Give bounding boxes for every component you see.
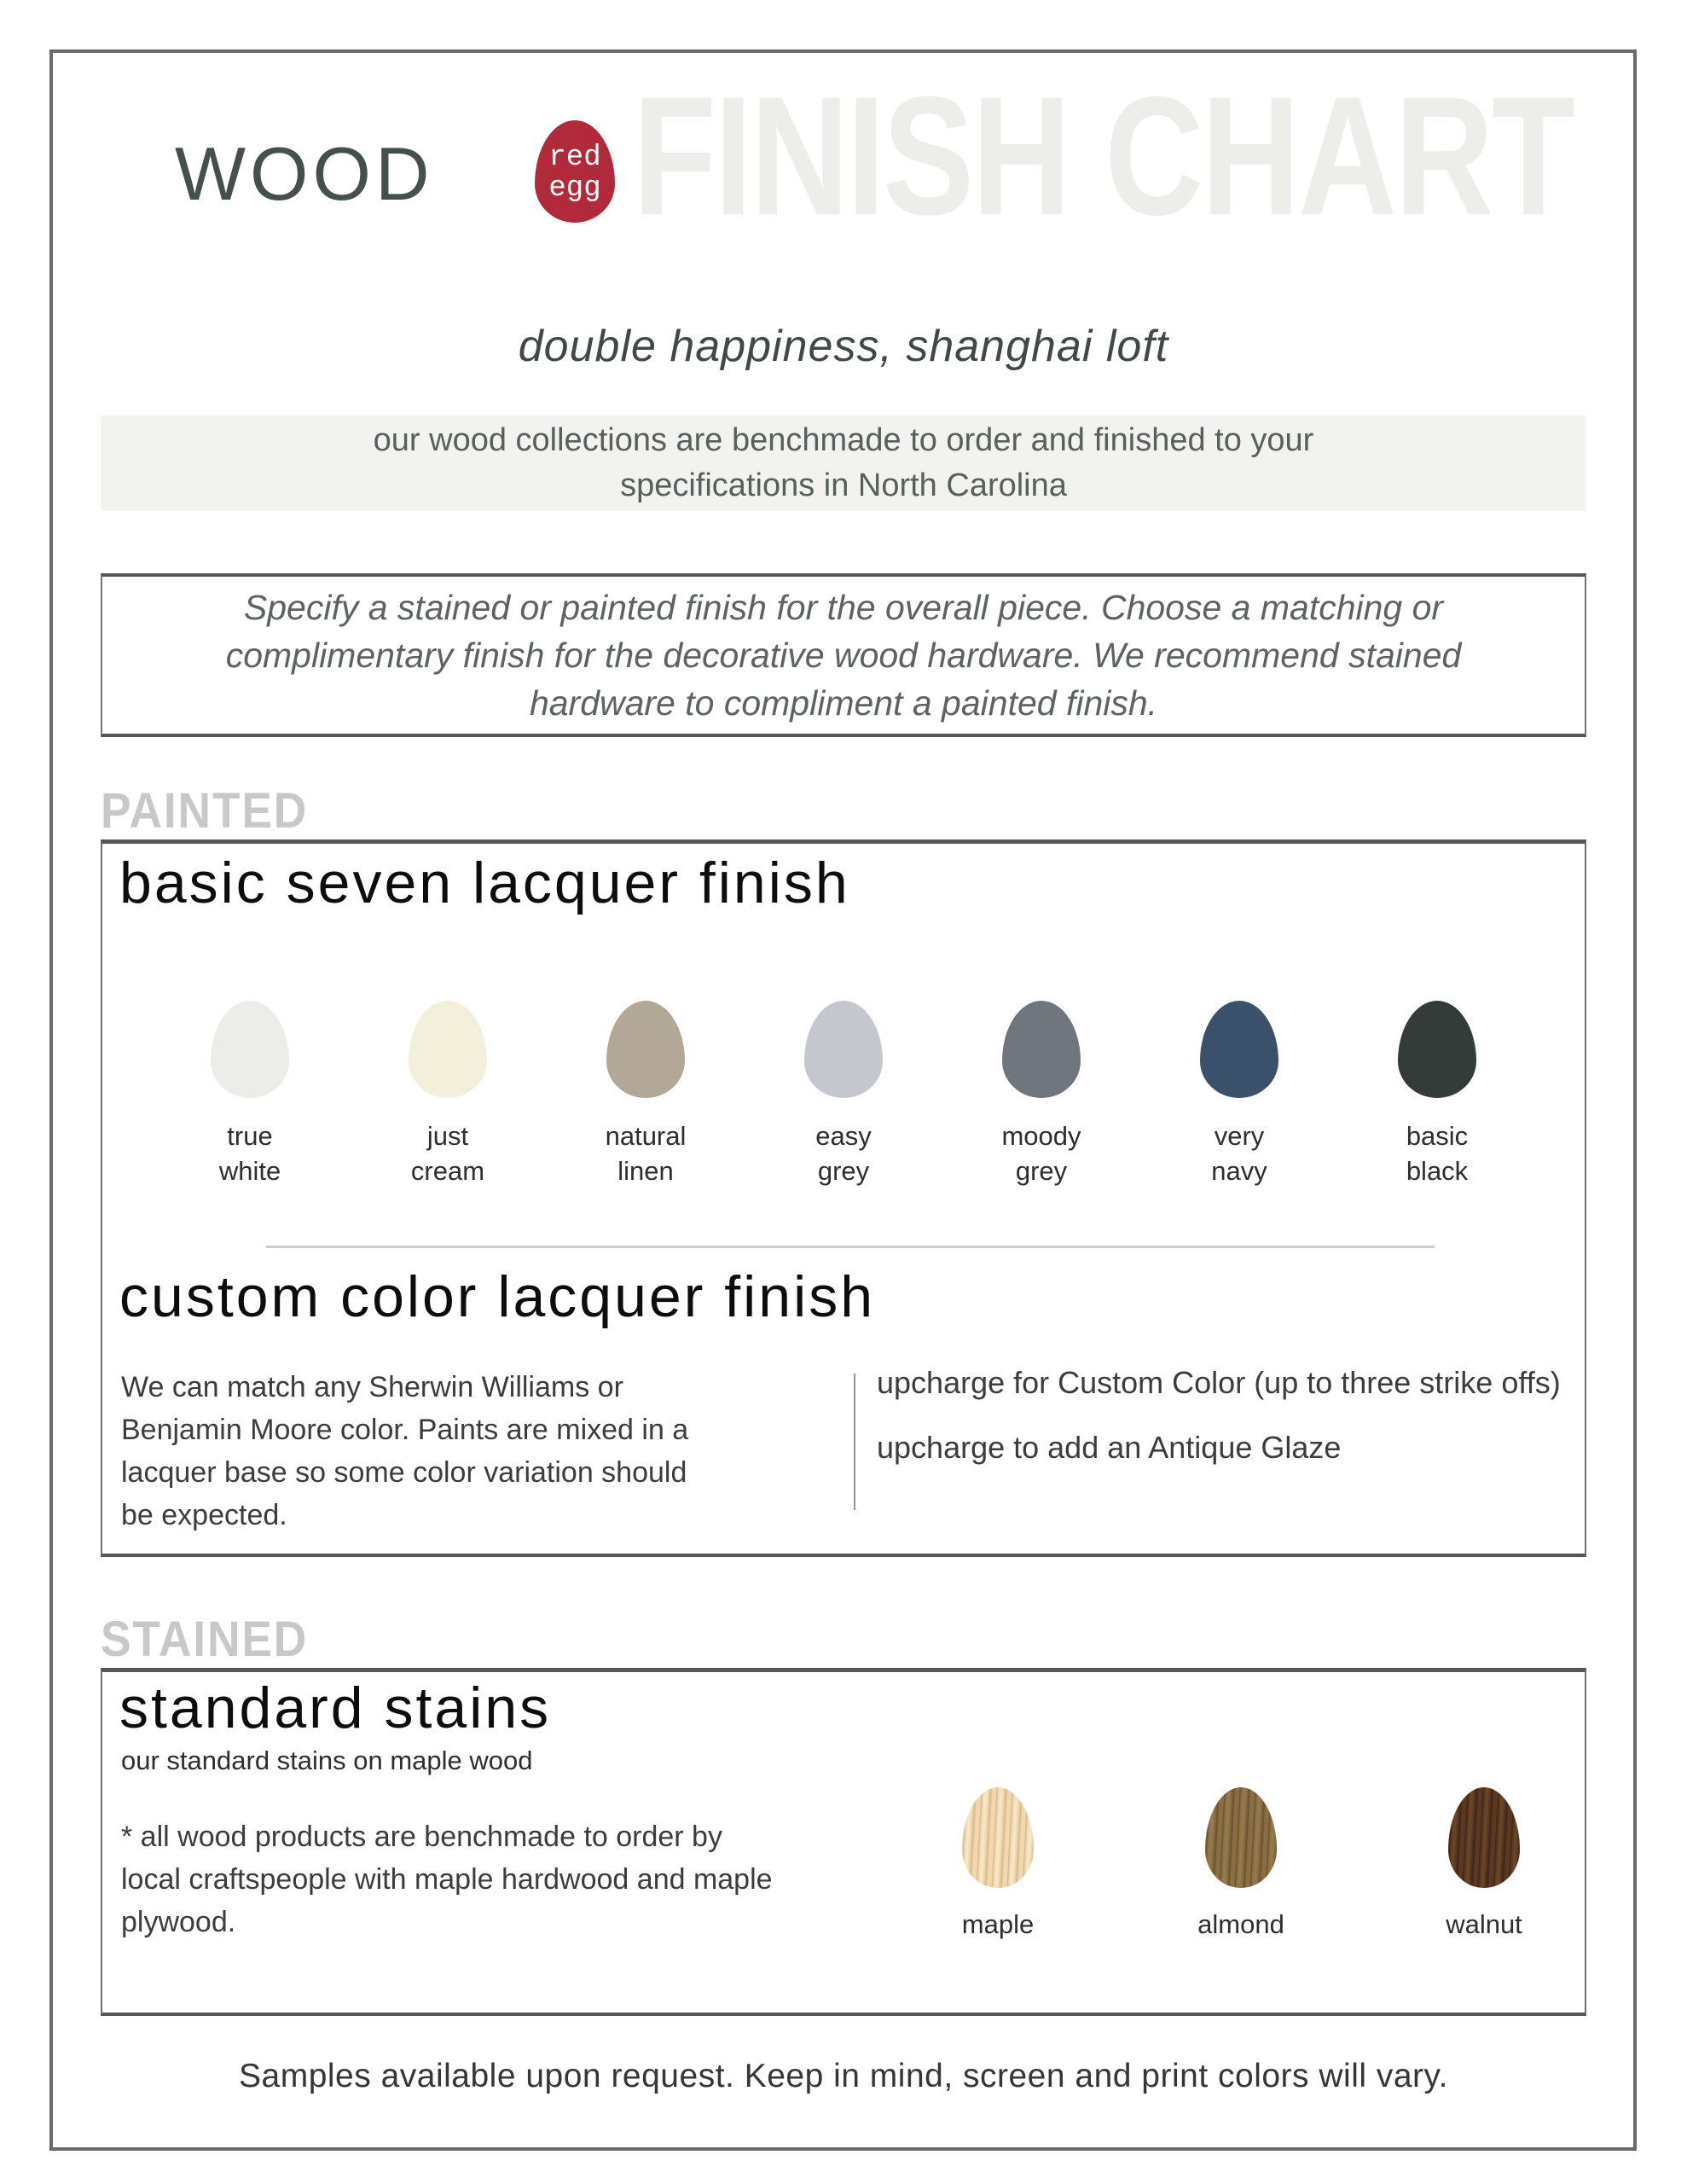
paint-swatch-egg — [1200, 1001, 1278, 1098]
paint-swatch-egg — [1398, 1001, 1476, 1098]
stain-swatch-label: maple — [961, 1909, 1035, 1939]
custom-color-title: custom color lacquer finish — [119, 1264, 876, 1329]
paint-swatch-label: natural linen — [605, 1121, 687, 1186]
basic-swatch-row — [102, 1001, 1585, 1188]
stain-swatch-almond — [1156, 1787, 1326, 1942]
upcharge-list — [877, 1362, 1576, 1468]
section-label-painted: PAINTED — [101, 783, 309, 839]
section-label-stained: STAINED — [101, 1612, 309, 1667]
brand-wordmark: WOOD — [175, 131, 434, 216]
paint-swatch-label: basic black — [1406, 1121, 1469, 1186]
upcharge-item: upcharge to add an Antique Glaze — [877, 1430, 1342, 1465]
footer-note: Samples available upon request. Keep in mind, screen and print colors will vary. — [239, 2058, 1448, 2094]
paint-swatch-label: very navy — [1211, 1121, 1267, 1186]
stain-swatch-egg — [1205, 1787, 1277, 1888]
intro-banner-text: our wood collections are benchmade to order and finished to your specifications in North Carolina — [373, 422, 1314, 503]
red-egg-logo-text — [548, 142, 600, 204]
paint-swatch-egg — [1002, 1001, 1081, 1098]
paint-swatch-natural-linen — [547, 1001, 745, 1188]
custom-color-description: We can match any Sherwin Williams or Benjamin Moore color. Paints are mixed in a lacquer base so some color variation should be expected. — [121, 1371, 689, 1531]
stains-subtitle: our standard stains on maple wood — [121, 1745, 533, 1775]
paint-swatch-true-white — [151, 1001, 349, 1188]
paint-swatch-label: true white — [218, 1121, 281, 1186]
paint-swatch-egg — [804, 1001, 883, 1098]
upcharge-rule — [854, 1374, 855, 1510]
upcharge-item: upcharge for Custom Color (up to three strike offs) — [877, 1365, 1561, 1400]
stain-swatch-row — [904, 1787, 1578, 1942]
stained-box — [101, 1668, 1586, 2016]
paint-swatch-moody-grey — [942, 1001, 1140, 1188]
divider-line — [266, 1246, 1435, 1248]
paint-swatch-basic-black — [1338, 1001, 1536, 1188]
stain-swatch-label: almond — [1197, 1909, 1284, 1939]
logo-line-red: red — [548, 142, 601, 174]
paint-swatch-easy-grey — [745, 1001, 942, 1188]
watermark-title: FINISH CHART — [633, 61, 1574, 250]
finish-notice-text: Specify a stained or painted finish for the overall piece. Choose a matching or complimentary finish for the decorative wood hardware. We recommend stained hardware to compliment a painted finish. — [225, 588, 1462, 723]
paint-swatch-just-cream — [349, 1001, 547, 1188]
standard-stains-title: standard stains — [119, 1676, 552, 1740]
painted-box — [101, 839, 1586, 1557]
stain-swatch-egg — [1448, 1787, 1520, 1888]
stain-swatch-maple — [913, 1787, 1083, 1942]
stain-swatch-egg — [962, 1787, 1034, 1888]
stains-note: * all wood products are benchmade to order by local craftspeople with maple hardwood and maple plywood. — [121, 1821, 773, 1938]
paint-swatch-egg — [211, 1001, 289, 1098]
paint-swatch-label: just cream — [410, 1121, 485, 1186]
collection-subtitle: double happiness, shanghai loft — [518, 322, 1169, 371]
paint-swatch-egg — [606, 1001, 685, 1098]
paint-swatch-label: moody grey — [1001, 1121, 1081, 1186]
stain-swatch-walnut — [1399, 1787, 1569, 1942]
paint-swatch-egg — [409, 1001, 487, 1098]
paint-swatch-label: easy grey — [815, 1121, 872, 1186]
basic-seven-title: basic seven lacquer finish — [119, 851, 850, 915]
intro-banner — [101, 415, 1586, 511]
paint-swatch-very-navy — [1140, 1001, 1338, 1188]
stain-swatch-label: walnut — [1446, 1909, 1522, 1939]
logo-line-egg: egg — [548, 172, 601, 205]
finish-notice-box — [101, 573, 1586, 737]
